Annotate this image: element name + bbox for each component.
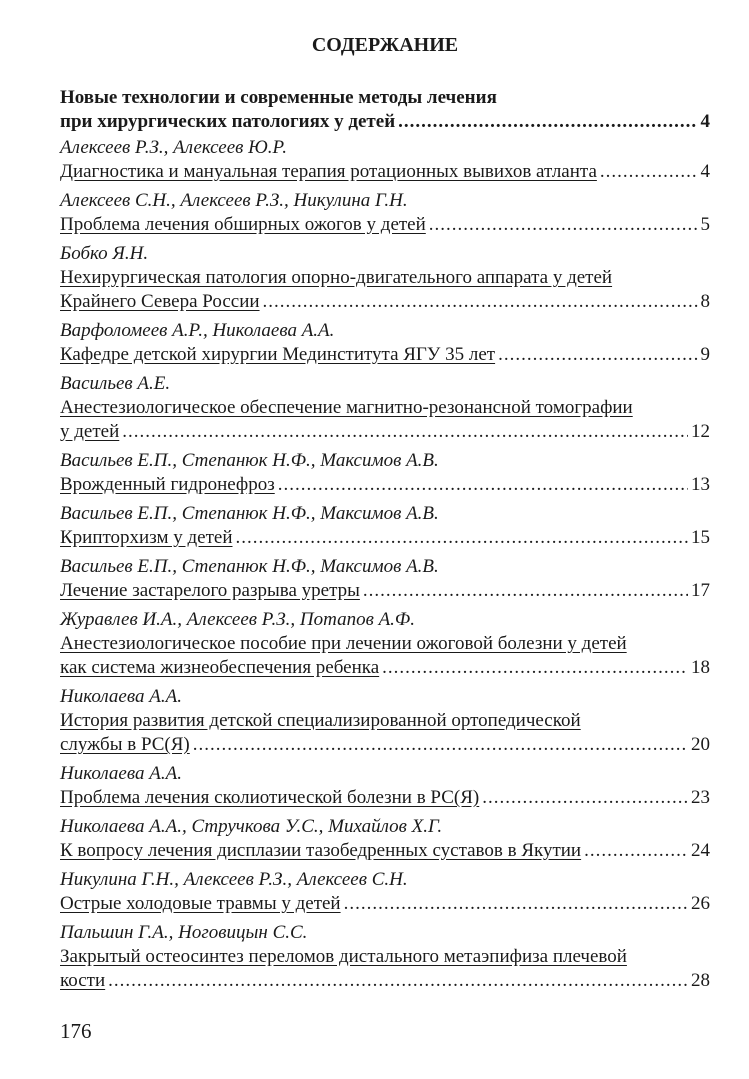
page-number: 28 <box>691 970 710 991</box>
page-number: 18 <box>691 657 710 678</box>
dot-leader <box>429 213 698 237</box>
entry-title-line <box>60 396 710 420</box>
dot-leader <box>363 579 688 603</box>
entry-title: службы в РС(Я) <box>60 734 190 755</box>
toc-entry <box>60 555 710 603</box>
entry-title-line <box>60 656 710 680</box>
dot-leader <box>278 473 688 497</box>
entry-title-line <box>60 213 710 237</box>
page-number: 4 <box>700 111 710 132</box>
entry-title: Кафедре детской хирургии Мединститута ЯГУ 35 лет <box>60 344 496 365</box>
entry-authors: Васильев Е.П., Степанюк Н.Ф., Максимов А.В. <box>60 556 439 577</box>
page-number: 15 <box>691 527 710 548</box>
section-heading-last-line <box>60 110 710 134</box>
entry-title-line <box>60 266 710 290</box>
entry-authors: Николаева А.А., Стручкова У.С., Михайлов Х.Г. <box>60 816 443 837</box>
entry-title: Анестезиологическое обеспечение магнитно-резонансной томографии <box>60 397 633 418</box>
entry-title: К вопросу лечения дисплазии тазобедренных суставов в Якутии <box>60 840 582 861</box>
entry-authors: Варфоломеев А.Р., Николаева А.А. <box>60 320 335 341</box>
entry-title-line <box>60 526 710 550</box>
entry-title-line <box>60 473 710 497</box>
entry-title-line <box>60 290 710 314</box>
page-number: 5 <box>700 214 710 235</box>
dot-leader <box>382 656 688 680</box>
toc-entry <box>60 502 710 550</box>
toc-entry <box>60 921 710 993</box>
entry-title: Нехирургическая патология опорно-двигательного аппарата у детей <box>60 267 613 288</box>
entry-title: Закрытый остеосинтез переломов дистального метаэпифиза плечевой <box>60 946 627 967</box>
page-number: 20 <box>691 734 710 755</box>
entry-title-line <box>60 343 710 367</box>
entry-title: Крайнего Севера России <box>60 291 260 312</box>
page-number: 26 <box>691 893 710 914</box>
entry-title-line <box>60 160 710 184</box>
table-of-contents <box>60 30 710 993</box>
page-number: 8 <box>700 291 710 312</box>
page-number: 17 <box>691 580 710 601</box>
dot-leader <box>193 733 688 757</box>
entry-title: Лечение застарелого разрыва уретры <box>60 580 360 601</box>
entry-authors: Журавлев И.А., Алексеев Р.З., Потапов А.Ф. <box>60 609 415 630</box>
entry-title-line <box>60 786 710 810</box>
toc-entry <box>60 372 710 444</box>
entry-title-line <box>60 579 710 603</box>
entry-title-line <box>60 733 710 757</box>
page-number: 13 <box>691 474 710 495</box>
dot-leader <box>108 969 688 993</box>
dot-leader <box>263 290 698 314</box>
entry-authors: Васильев Е.П., Степанюк Н.Ф., Максимов А.В. <box>60 503 439 524</box>
entry-title-line <box>60 839 710 863</box>
entry-title: у детей <box>60 421 120 442</box>
entry-authors: Васильев А.Е. <box>60 373 171 394</box>
entry-authors: Никулина Г.Н., Алексеев Р.З., Алексеев С.Н. <box>60 869 408 890</box>
toc-entry <box>60 242 710 314</box>
toc-entry <box>60 189 710 237</box>
section-heading-line: при хирургических патологиях у детей <box>60 111 396 132</box>
entry-title: Проблема лечения обширных ожогов у детей <box>60 214 426 235</box>
entry-title: Анестезиологическое пособие при лечении ожоговой болезни у детей <box>60 633 627 654</box>
entry-authors: Васильев Е.П., Степанюк Н.Ф., Максимов А.В. <box>60 450 439 471</box>
entry-title-line <box>60 969 710 993</box>
dot-leader <box>600 160 698 184</box>
entry-title-line <box>60 632 710 656</box>
dot-leader <box>398 110 697 134</box>
page-number: 4 <box>700 161 710 182</box>
entry-authors: Николаева А.А. <box>60 686 182 707</box>
dot-leader <box>482 786 688 810</box>
page-title: СОДЕРЖАНИЕ <box>311 34 459 56</box>
entry-authors: Алексеев Р.З., Алексеев Ю.Р. <box>60 137 287 158</box>
entry-title-line <box>60 892 710 916</box>
toc-entry <box>60 136 710 184</box>
entry-list <box>60 136 710 993</box>
entry-authors: Николаева А.А. <box>60 763 182 784</box>
entry-title: Врожденный гидронефроз <box>60 474 275 495</box>
dot-leader <box>498 343 697 367</box>
toc-entry <box>60 449 710 497</box>
dot-leader <box>236 526 689 550</box>
entry-title-line <box>60 420 710 444</box>
dot-leader <box>584 839 688 863</box>
toc-entry <box>60 319 710 367</box>
entry-authors: Пальшин Г.А., Ноговицын С.С. <box>60 922 308 943</box>
entry-authors: Бобко Я.Н. <box>60 243 149 264</box>
toc-entry <box>60 608 710 680</box>
dot-leader <box>344 892 688 916</box>
entry-title: Проблема лечения сколиотической болезни в РС(Я) <box>60 787 480 808</box>
entry-title: Крипторхизм у детей <box>60 527 233 548</box>
section-heading <box>60 86 710 134</box>
section-heading-line: Новые технологии и современные методы лечения <box>60 87 497 108</box>
toc-entry <box>60 815 710 863</box>
entry-title: Острые холодовые травмы у детей <box>60 893 341 914</box>
toc-entry <box>60 762 710 810</box>
entry-title: кости <box>60 970 106 991</box>
dot-leader <box>122 420 688 444</box>
entry-title: как система жизнеобеспечения ребенка <box>60 657 380 678</box>
toc-entry <box>60 868 710 916</box>
page-number: 24 <box>691 840 710 861</box>
entry-title-line <box>60 709 710 733</box>
folio-page-number: 176 <box>60 1019 92 1043</box>
entry-title: Диагностика и мануальная терапия ротационных вывихов атланта <box>60 161 597 182</box>
entry-title-line <box>60 945 710 969</box>
page-number: 9 <box>700 344 710 365</box>
entry-title: История развития детской специализированной ортопедической <box>60 710 581 731</box>
page-number: 23 <box>691 787 710 808</box>
toc-entry <box>60 685 710 757</box>
page-number: 12 <box>691 421 710 442</box>
entry-authors: Алексеев С.Н., Алексеев Р.З., Никулина Г.Н. <box>60 190 408 211</box>
